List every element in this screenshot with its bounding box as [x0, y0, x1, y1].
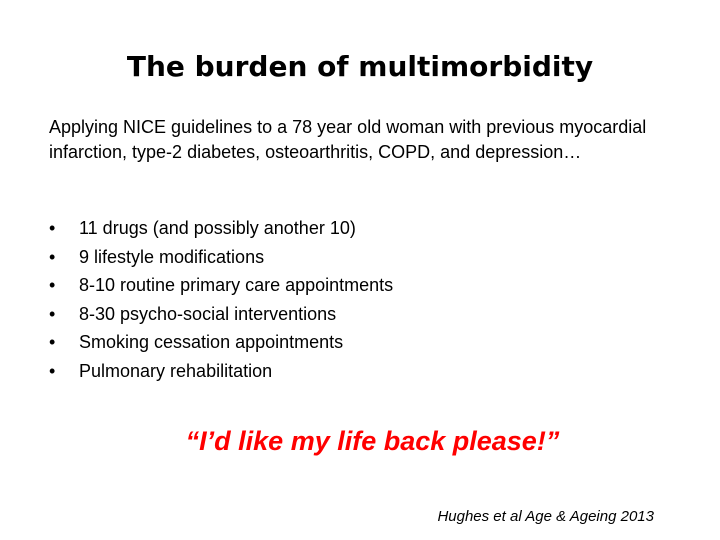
list-item-text: 11 drugs (and possibly another 10) — [79, 218, 356, 238]
list-item — [49, 271, 393, 300]
bullet-marker: • — [49, 332, 56, 353]
list-item — [49, 357, 393, 386]
list-item-text: Smoking cessation appointments — [79, 332, 344, 353]
list-item-text: 8-10 routine primary care appointments — [79, 275, 394, 296]
intro-paragraph: Applying NICE guidelines to a 78 year old woman with previous myocardial infarction, type-2 diabetes, osteoarthritis, COPD, and depression… — [49, 117, 647, 162]
patient-quote: “I’d like my life back please!” — [185, 426, 560, 456]
bullet-marker: • — [49, 246, 56, 267]
bullet-list — [49, 214, 393, 386]
list-item — [49, 214, 393, 243]
list-item — [49, 328, 393, 357]
list-item-text: Pulmonary rehabilitation — [79, 360, 273, 381]
list-item-text: 9 lifestyle modifications — [79, 246, 265, 267]
list-item — [49, 243, 393, 272]
bullet-marker: • — [49, 275, 56, 296]
citation: Hughes et al Age & Ageing 2013 — [437, 508, 654, 525]
list-item-text: 8-30 psycho-social interventions — [79, 303, 337, 324]
bullet-marker: • — [49, 218, 56, 238]
bullet-marker: • — [49, 303, 56, 324]
bullet-marker: • — [49, 360, 56, 381]
slide-title: The burden of multimorbidity — [126, 50, 594, 83]
list-item — [49, 300, 393, 329]
